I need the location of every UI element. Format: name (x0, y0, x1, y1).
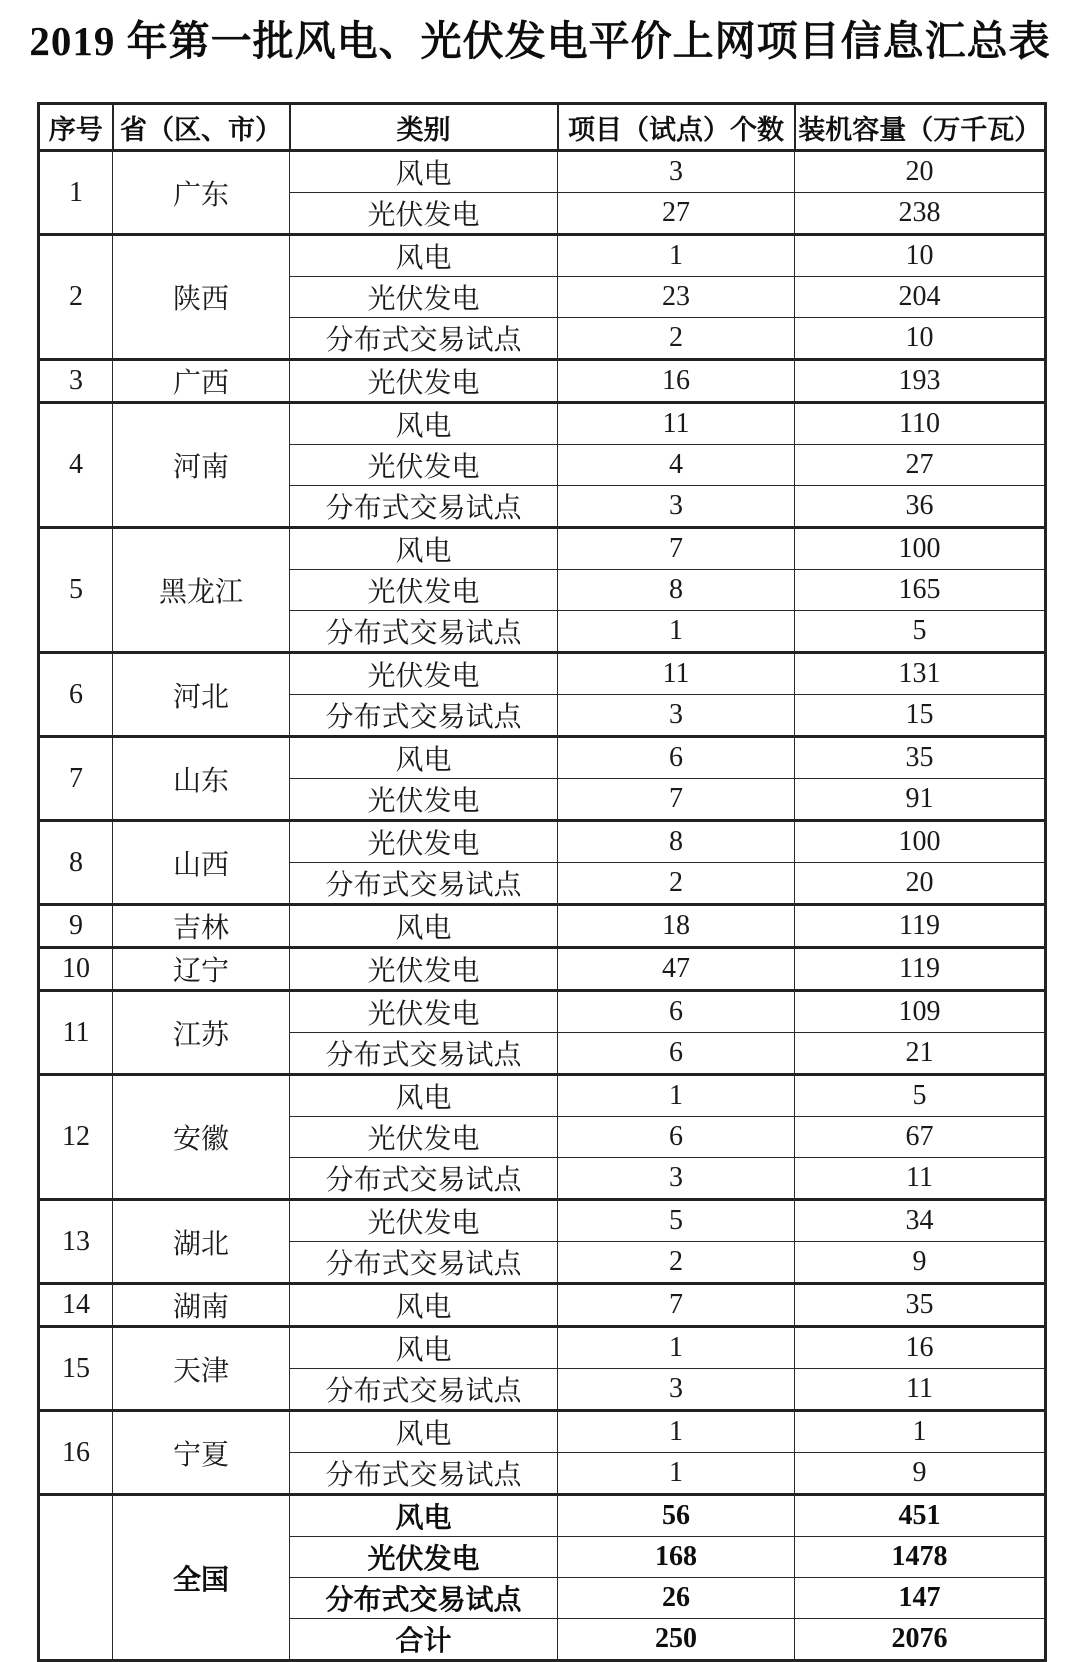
cell-province: 安徽 (113, 1075, 290, 1200)
cell-category: 合计 (290, 1619, 558, 1661)
cell-capacity: 131 (795, 653, 1046, 695)
table-row (39, 403, 1046, 445)
cell-category: 光伏发电 (290, 570, 558, 611)
province-group (39, 528, 1046, 653)
table-row (39, 1411, 1046, 1453)
province-group (39, 1327, 1046, 1411)
cell-index (39, 1495, 113, 1661)
cell-project-count: 26 (558, 1578, 795, 1619)
cell-category: 分布式交易试点 (290, 1242, 558, 1284)
cell-category: 光伏发电 (290, 360, 558, 403)
cell-index: 14 (39, 1284, 113, 1327)
cell-capacity: 5 (795, 1075, 1046, 1117)
cell-province: 黑龙江 (113, 528, 290, 653)
cell-project-count: 1 (558, 1075, 795, 1117)
cell-project-count: 5 (558, 1200, 795, 1242)
cell-category: 分布式交易试点 (290, 1369, 558, 1411)
cell-category: 分布式交易试点 (290, 486, 558, 528)
cell-project-count: 168 (558, 1537, 795, 1578)
cell-province: 吉林 (113, 905, 290, 948)
province-group (39, 821, 1046, 905)
cell-province: 江苏 (113, 991, 290, 1075)
cell-capacity: 5 (795, 611, 1046, 653)
cell-project-count: 2 (558, 863, 795, 905)
cell-index: 6 (39, 653, 113, 737)
cell-category: 分布式交易试点 (290, 318, 558, 360)
cell-capacity: 34 (795, 1200, 1046, 1242)
province-group (39, 403, 1046, 528)
cell-project-count: 18 (558, 905, 795, 948)
cell-category: 光伏发电 (290, 445, 558, 486)
cell-category: 风电 (290, 235, 558, 277)
cell-capacity: 119 (795, 948, 1046, 991)
table-row (39, 235, 1046, 277)
cell-province: 天津 (113, 1327, 290, 1411)
cell-province: 广东 (113, 151, 290, 235)
cell-category: 光伏发电 (290, 991, 558, 1033)
province-group (39, 151, 1046, 235)
cell-project-count: 2 (558, 1242, 795, 1284)
cell-capacity: 15 (795, 695, 1046, 737)
cell-capacity: 100 (795, 528, 1046, 570)
table-row (39, 1495, 1046, 1537)
province-group (39, 653, 1046, 737)
cell-category: 风电 (290, 528, 558, 570)
table-row (39, 151, 1046, 193)
column-header: 项目（试点）个数 (558, 104, 795, 151)
column-header: 序号 (39, 104, 113, 151)
table-row (39, 1200, 1046, 1242)
cell-capacity: 1 (795, 1411, 1046, 1453)
province-group (39, 948, 1046, 991)
cell-project-count: 3 (558, 1158, 795, 1200)
cell-category: 光伏发电 (290, 1200, 558, 1242)
cell-capacity: 20 (795, 151, 1046, 193)
table-row (39, 1075, 1046, 1117)
cell-category: 分布式交易试点 (290, 611, 558, 653)
cell-category: 风电 (290, 1495, 558, 1537)
cell-project-count: 56 (558, 1495, 795, 1537)
cell-project-count: 8 (558, 570, 795, 611)
cell-project-count: 1 (558, 611, 795, 653)
cell-project-count: 6 (558, 737, 795, 779)
cell-province: 宁夏 (113, 1411, 290, 1495)
cell-project-count: 47 (558, 948, 795, 991)
cell-project-count: 11 (558, 403, 795, 445)
cell-index: 7 (39, 737, 113, 821)
cell-project-count: 3 (558, 486, 795, 528)
cell-category: 光伏发电 (290, 193, 558, 235)
cell-project-count: 1 (558, 1453, 795, 1495)
province-group (39, 235, 1046, 360)
cell-category: 风电 (290, 1411, 558, 1453)
cell-capacity: 110 (795, 403, 1046, 445)
cell-project-count: 2 (558, 318, 795, 360)
cell-capacity: 165 (795, 570, 1046, 611)
cell-category: 光伏发电 (290, 1537, 558, 1578)
province-group (39, 1075, 1046, 1200)
table-row (39, 948, 1046, 991)
cell-index: 13 (39, 1200, 113, 1284)
cell-category: 分布式交易试点 (290, 1578, 558, 1619)
cell-category: 分布式交易试点 (290, 863, 558, 905)
cell-index: 16 (39, 1411, 113, 1495)
cell-project-count: 7 (558, 779, 795, 821)
province-group (39, 360, 1046, 403)
cell-capacity: 119 (795, 905, 1046, 948)
cell-project-count: 27 (558, 193, 795, 235)
column-header: 省（区、市） (113, 104, 290, 151)
cell-index: 12 (39, 1075, 113, 1200)
cell-province: 湖南 (113, 1284, 290, 1327)
column-header: 类别 (290, 104, 558, 151)
cell-category: 分布式交易试点 (290, 1033, 558, 1075)
cell-category: 风电 (290, 1327, 558, 1369)
page-title: 2019 年第一批风电、光伏发电平价上网项目信息汇总表 (29, 18, 1051, 64)
cell-project-count: 23 (558, 277, 795, 318)
province-group (39, 737, 1046, 821)
cell-capacity: 204 (795, 277, 1046, 318)
cell-capacity: 147 (795, 1578, 1046, 1619)
province-group (39, 1200, 1046, 1284)
cell-capacity: 238 (795, 193, 1046, 235)
cell-index: 1 (39, 151, 113, 235)
cell-capacity: 9 (795, 1453, 1046, 1495)
table-header (39, 104, 1046, 151)
cell-project-count: 6 (558, 991, 795, 1033)
cell-category: 光伏发电 (290, 653, 558, 695)
cell-province: 全国 (113, 1495, 290, 1661)
cell-project-count: 3 (558, 695, 795, 737)
province-group (39, 991, 1046, 1075)
table-row (39, 653, 1046, 695)
table-row (39, 737, 1046, 779)
cell-capacity: 193 (795, 360, 1046, 403)
cell-category: 分布式交易试点 (290, 1158, 558, 1200)
cell-project-count: 1 (558, 1327, 795, 1369)
header-row (39, 104, 1046, 151)
cell-index: 9 (39, 905, 113, 948)
cell-project-count: 7 (558, 1284, 795, 1327)
cell-index: 4 (39, 403, 113, 528)
cell-project-count: 250 (558, 1619, 795, 1661)
province-group (39, 1411, 1046, 1495)
cell-index: 3 (39, 360, 113, 403)
cell-capacity: 2076 (795, 1619, 1046, 1661)
cell-index: 8 (39, 821, 113, 905)
cell-capacity: 20 (795, 863, 1046, 905)
cell-capacity: 27 (795, 445, 1046, 486)
cell-capacity: 11 (795, 1158, 1046, 1200)
cell-capacity: 11 (795, 1369, 1046, 1411)
cell-capacity: 451 (795, 1495, 1046, 1537)
cell-project-count: 1 (558, 1411, 795, 1453)
table-row (39, 360, 1046, 403)
cell-province: 山西 (113, 821, 290, 905)
cell-project-count: 7 (558, 528, 795, 570)
cell-category: 光伏发电 (290, 821, 558, 863)
cell-category: 光伏发电 (290, 1117, 558, 1158)
cell-capacity: 1478 (795, 1537, 1046, 1578)
cell-category: 分布式交易试点 (290, 695, 558, 737)
table-row (39, 1327, 1046, 1369)
cell-category: 光伏发电 (290, 779, 558, 821)
cell-project-count: 6 (558, 1117, 795, 1158)
cell-capacity: 35 (795, 1284, 1046, 1327)
cell-project-count: 16 (558, 360, 795, 403)
cell-province: 湖北 (113, 1200, 290, 1284)
summary-table (37, 102, 1047, 1662)
cell-capacity: 21 (795, 1033, 1046, 1075)
cell-category: 光伏发电 (290, 948, 558, 991)
cell-category: 风电 (290, 403, 558, 445)
cell-category: 风电 (290, 905, 558, 948)
cell-province: 河南 (113, 403, 290, 528)
province-group (39, 1495, 1046, 1661)
cell-capacity: 16 (795, 1327, 1046, 1369)
cell-category: 分布式交易试点 (290, 1453, 558, 1495)
cell-index: 5 (39, 528, 113, 653)
cell-capacity: 10 (795, 318, 1046, 360)
cell-category: 风电 (290, 1284, 558, 1327)
cell-province: 山东 (113, 737, 290, 821)
cell-index: 10 (39, 948, 113, 991)
cell-index: 11 (39, 991, 113, 1075)
cell-capacity: 67 (795, 1117, 1046, 1158)
cell-project-count: 4 (558, 445, 795, 486)
cell-capacity: 9 (795, 1242, 1046, 1284)
table-row (39, 905, 1046, 948)
cell-project-count: 3 (558, 151, 795, 193)
cell-index: 15 (39, 1327, 113, 1411)
cell-province: 辽宁 (113, 948, 290, 991)
cell-capacity: 36 (795, 486, 1046, 528)
cell-province: 陕西 (113, 235, 290, 360)
cell-capacity: 35 (795, 737, 1046, 779)
cell-project-count: 11 (558, 653, 795, 695)
province-group (39, 1284, 1046, 1327)
cell-category: 风电 (290, 1075, 558, 1117)
cell-category: 光伏发电 (290, 277, 558, 318)
cell-capacity: 91 (795, 779, 1046, 821)
cell-province: 广西 (113, 360, 290, 403)
cell-category: 风电 (290, 151, 558, 193)
province-group (39, 905, 1046, 948)
table-row (39, 991, 1046, 1033)
column-header: 装机容量（万千瓦） (795, 104, 1046, 151)
table-row (39, 1284, 1046, 1327)
cell-project-count: 6 (558, 1033, 795, 1075)
cell-capacity: 100 (795, 821, 1046, 863)
cell-index: 2 (39, 235, 113, 360)
cell-project-count: 8 (558, 821, 795, 863)
cell-capacity: 109 (795, 991, 1046, 1033)
cell-capacity: 10 (795, 235, 1046, 277)
table-row (39, 528, 1046, 570)
cell-project-count: 1 (558, 235, 795, 277)
cell-project-count: 3 (558, 1369, 795, 1411)
cell-province: 河北 (113, 653, 290, 737)
table-row (39, 821, 1046, 863)
cell-category: 风电 (290, 737, 558, 779)
